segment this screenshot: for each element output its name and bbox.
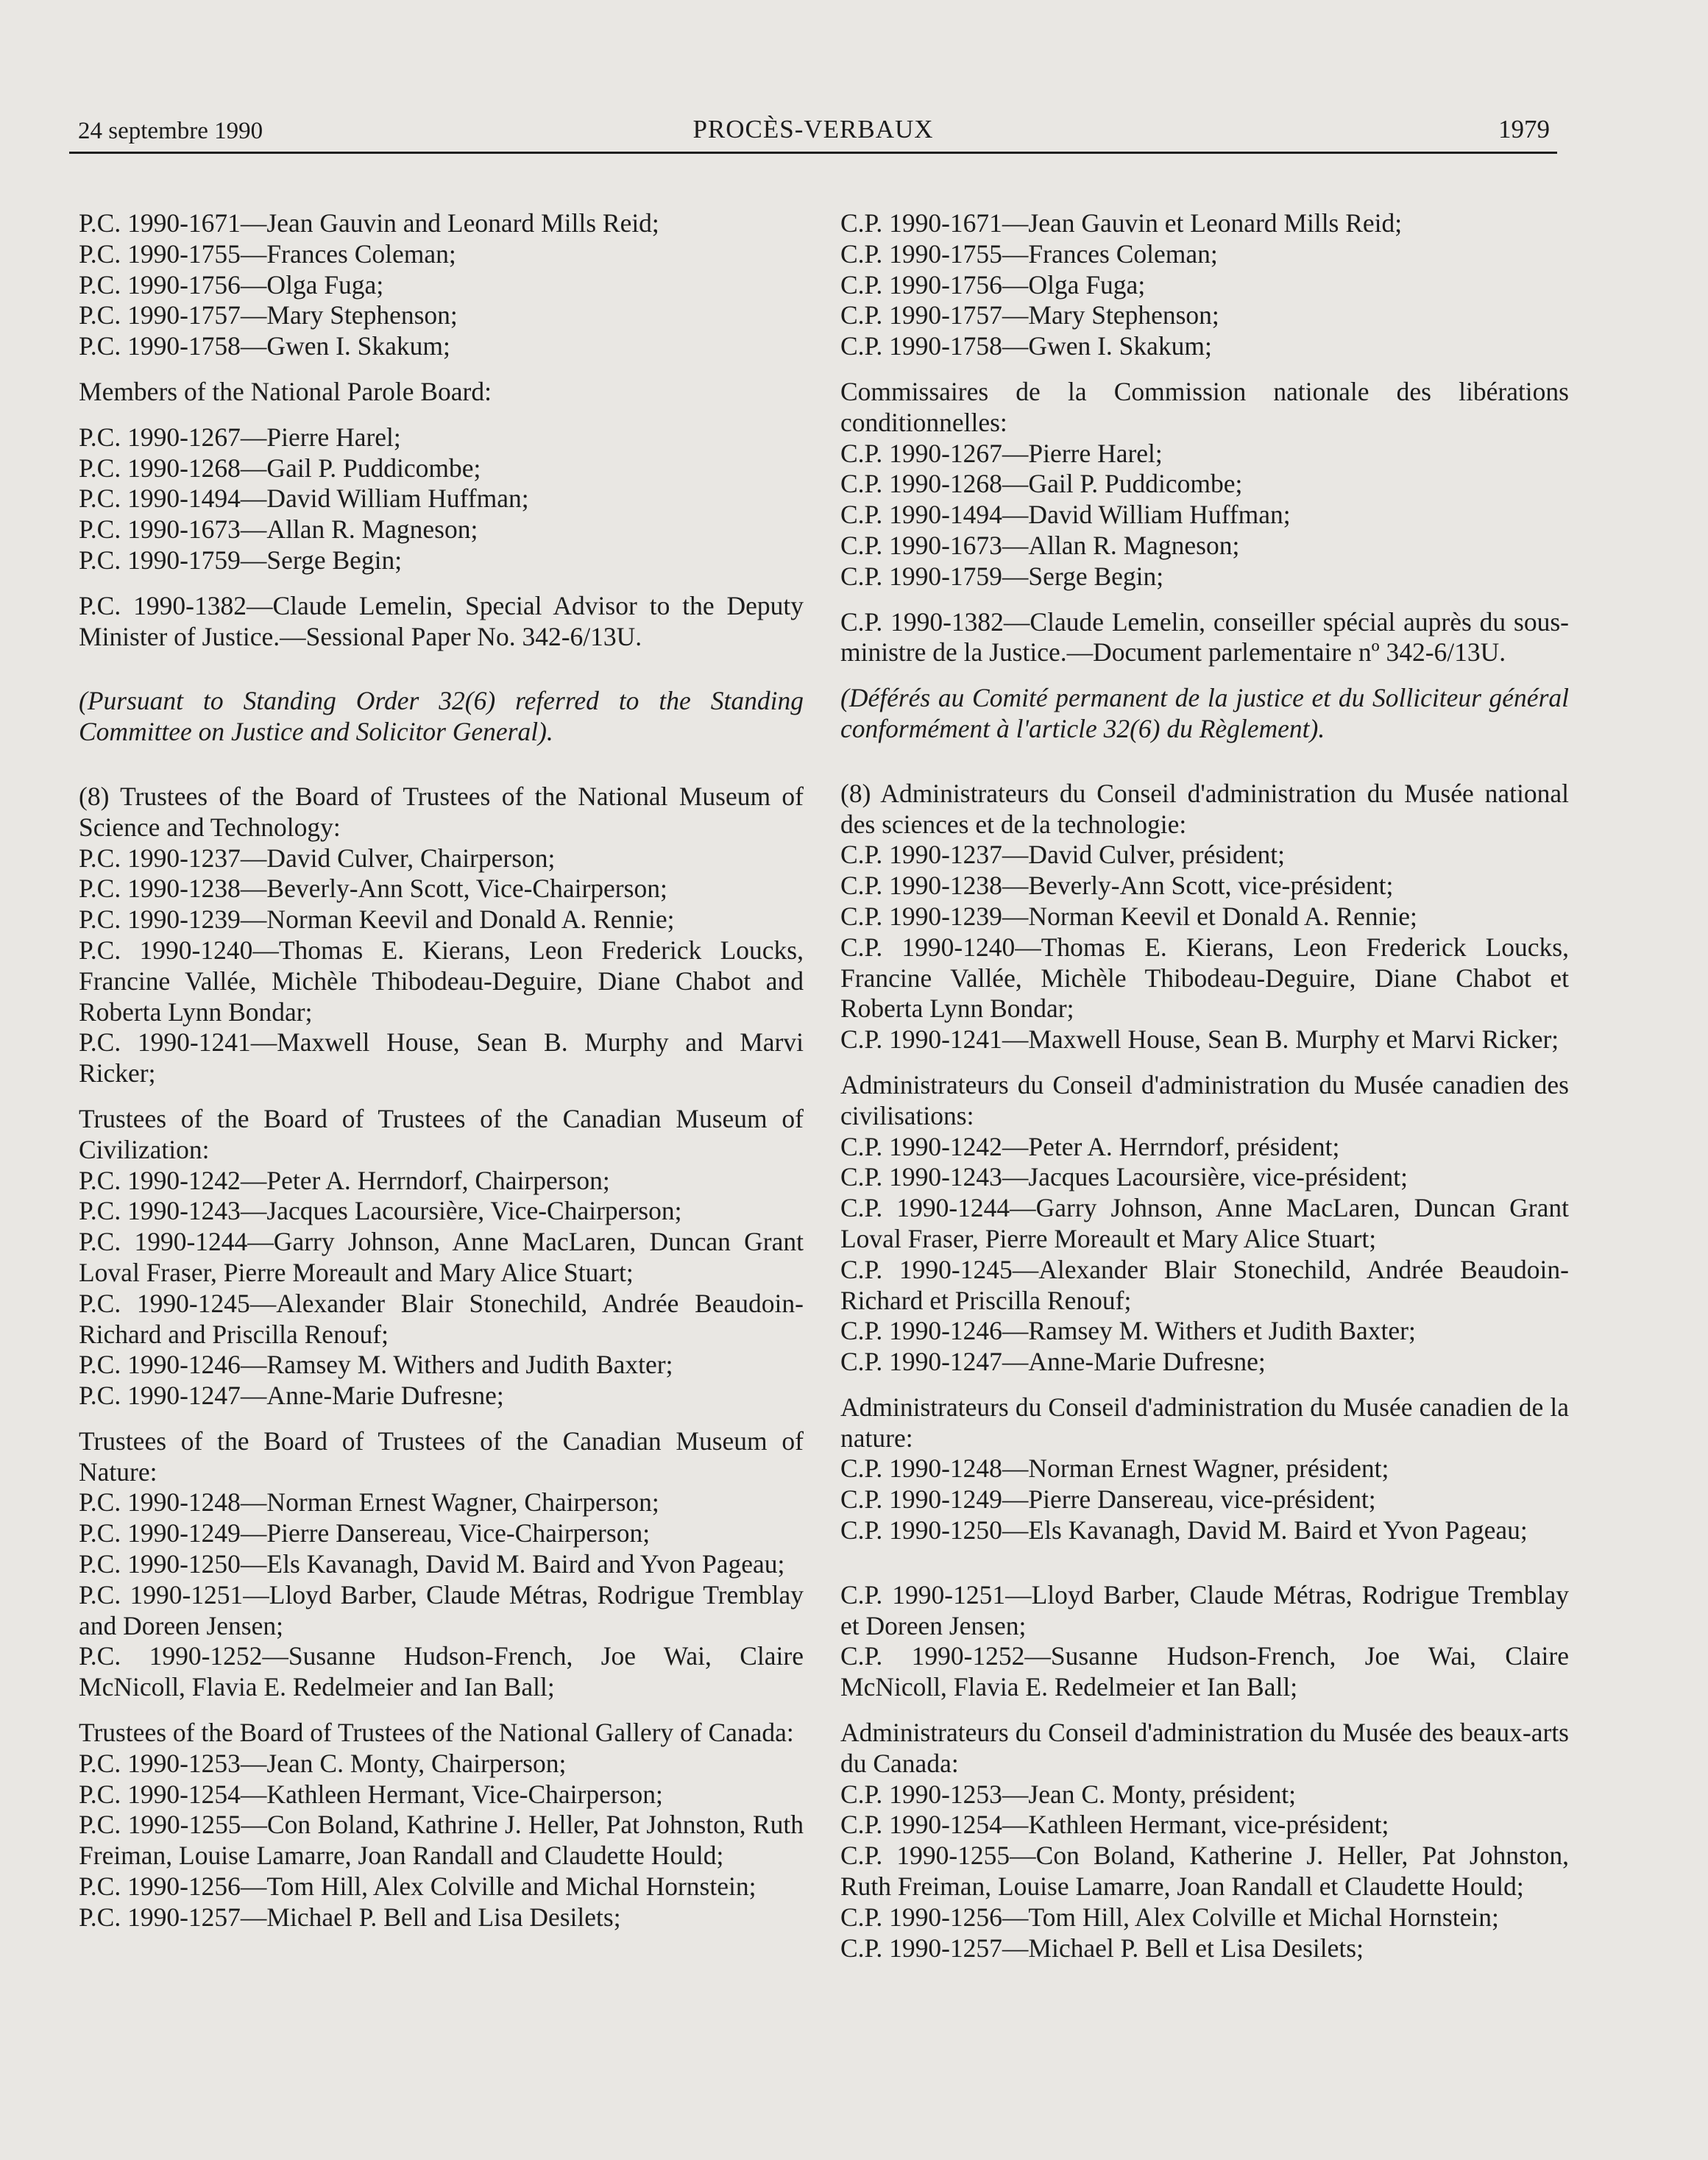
french-paragraph: C.P. 1990-1249—Pierre Dansereau, vice-président; xyxy=(840,1484,1376,1515)
french-paragraph: C.P. 1990-1755—Frances Coleman; xyxy=(840,238,1218,269)
english-paragraph: P.C. 1990-1243—Jacques Lacoursière, Vice-Chairperson; xyxy=(79,1196,682,1226)
french-paragraph: C.P. 1990-1494—David William Huffman; xyxy=(840,500,1291,530)
english-paragraph: P.C. 1990-1756—Olga Fuga; xyxy=(79,269,384,300)
french-paragraph: C.P. 1990-1254—Kathleen Hermant, vice-président; xyxy=(840,1810,1389,1840)
english-paragraph: P.C. 1990-1673—Allan R. Magneson; xyxy=(79,514,478,545)
english-paragraph: P.C. 1990-1267—Pierre Harel; xyxy=(79,422,401,452)
english-paragraph: P.C. 1990-1238—Beverly-Ann Scott, Vice-Chairperson; xyxy=(79,874,667,904)
english-paragraph: P.C. 1990-1245—Alexander Blair Stonechild, Andrée Beaudoin-Richard and Priscilla Renouf; xyxy=(79,1288,804,1349)
header-page-number: 1979 xyxy=(1498,115,1550,144)
french-paragraph: (Déférés au Comité permanent de la justice et du Solliciteur général conformément à l'article 32(6) du Règlement). xyxy=(840,683,1569,743)
header-title: PROCÈS-VERBAUX xyxy=(692,115,934,144)
english-paragraph: P.C. 1990-1759—Serge Begin; xyxy=(79,545,403,575)
french-paragraph: C.P. 1990-1267—Pierre Harel; xyxy=(840,438,1163,468)
french-paragraph: C.P. 1990-1758—Gwen I. Skakum; xyxy=(840,331,1212,361)
french-paragraph: C.P. 1990-1237—David Culver, président; xyxy=(840,840,1286,870)
french-paragraph: C.P. 1990-1256—Tom Hill, Alex Colville et Michal Hornstein; xyxy=(840,1902,1499,1932)
french-paragraph: (8) Administrateurs du Conseil d'administration du Musée national des sciences et de la technologie: xyxy=(840,778,1569,839)
french-paragraph: C.P. 1990-1250—Els Kavanagh, David M. Baird et Yvon Pageau; xyxy=(840,1515,1528,1545)
french-paragraph: C.P. 1990-1671—Jean Gauvin et Leonard Mills Reid; xyxy=(840,208,1403,238)
english-paragraph: P.C. 1990-1268—Gail P. Puddicombe; xyxy=(79,453,481,483)
english-paragraph: P.C. 1990-1255—Con Boland, Kathrine J. Heller, Pat Johnston, Ruth Freiman, Louise Lamarre, Joan Randall and Claudette Hould; xyxy=(79,1810,804,1871)
english-paragraph: P.C. 1990-1256—Tom Hill, Alex Colville and Michal Hornstein; xyxy=(79,1872,756,1902)
english-paragraph: Members of the National Parole Board: xyxy=(79,376,492,406)
french-paragraph: Administrateurs du Conseil d'administration du Musée canadien de la nature: xyxy=(840,1392,1569,1453)
french-paragraph: C.P. 1990-1756—Olga Fuga; xyxy=(840,269,1146,300)
french-column xyxy=(840,208,1569,1964)
english-paragraph: P.C. 1990-1247—Anne-Marie Dufresne; xyxy=(79,1381,504,1411)
french-paragraph: C.P. 1990-1238—Beverly-Ann Scott, vice-président; xyxy=(840,871,1394,901)
french-paragraph: C.P. 1990-1240—Thomas E. Kierans, Leon Frederick Loucks, Francine Vallée, Michèle Thibodeau-Deguire, Diane Chabot et Roberta Lynn Bondar; xyxy=(840,932,1569,1024)
french-paragraph: C.P. 1990-1255—Con Boland, Katherine J. Heller, Pat Johnston, Ruth Freiman, Louise Lamarre, Joan Randall et Claudette Hould; xyxy=(840,1841,1569,1902)
french-paragraph: Administrateurs du Conseil d'administration du Musée des beaux-arts du Canada: xyxy=(840,1718,1569,1778)
english-paragraph: P.C. 1990-1671—Jean Gauvin and Leonard Mills Reid; xyxy=(79,208,659,238)
english-paragraph: Trustees of the Board of Trustees of the Canadian Museum of Civilization: xyxy=(79,1103,804,1164)
french-paragraph: C.P. 1990-1759—Serge Begin; xyxy=(840,561,1164,591)
header-date: 24 septembre 1990 xyxy=(78,118,263,144)
english-paragraph: P.C. 1990-1251—Lloyd Barber, Claude Métras, Rodrigue Tremblay and Doreen Jensen; xyxy=(79,1579,804,1640)
english-paragraph: (Pursuant to Standing Order 32(6) referred to the Standing Committee on Justice and Solicitor General). xyxy=(79,686,804,747)
french-paragraph: C.P. 1990-1673—Allan R. Magneson; xyxy=(840,530,1240,560)
english-paragraph: P.C. 1990-1249—Pierre Dansereau, Vice-Chairperson; xyxy=(79,1518,651,1548)
english-paragraph: P.C. 1990-1257—Michael P. Bell and Lisa Desilets; xyxy=(79,1902,621,1932)
english-paragraph: P.C. 1990-1253—Jean C. Monty, Chairperson; xyxy=(79,1748,567,1778)
french-paragraph: C.P. 1990-1248—Norman Ernest Wagner, président; xyxy=(840,1453,1389,1484)
french-paragraph: C.P. 1990-1239—Norman Keevil et Donald A. Rennie; xyxy=(840,901,1417,931)
english-paragraph: (8) Trustees of the Board of Trustees of the National Museum of Science and Technology: xyxy=(79,781,804,842)
english-paragraph: P.C. 1990-1237—David Culver, Chairperson; xyxy=(79,843,556,873)
french-paragraph: C.P. 1990-1241—Maxwell House, Sean B. Murphy et Marvi Ricker; xyxy=(840,1024,1559,1055)
french-paragraph: Commissaires de la Commission nationale des libérations conditionnelles: xyxy=(840,376,1569,437)
english-paragraph: P.C. 1990-1246—Ramsey M. Withers and Judith Baxter; xyxy=(79,1350,673,1380)
english-paragraph: P.C. 1990-1757—Mary Stephenson; xyxy=(79,300,458,330)
french-paragraph: C.P. 1990-1268—Gail P. Puddicombe; xyxy=(840,469,1243,499)
french-paragraph: C.P. 1990-1245—Alexander Blair Stonechild, Andrée Beaudoin-Richard et Priscilla Renouf; xyxy=(840,1254,1569,1315)
french-paragraph: C.P. 1990-1251—Lloyd Barber, Claude Métras, Rodrigue Tremblay et Doreen Jensen; xyxy=(840,1579,1569,1640)
french-paragraph: Administrateurs du Conseil d'administration du Musée canadien des civilisations: xyxy=(840,1069,1569,1130)
french-paragraph: C.P. 1990-1382—Claude Lemelin, conseiller spécial auprès du sous-ministre de la Justice.—Document parlementaire nº 342-6/13U. xyxy=(840,606,1569,668)
english-paragraph: P.C. 1990-1244—Garry Johnson, Anne MacLaren, Duncan Grant Loval Fraser, Pierre Moreault and Mary Alice Stuart; xyxy=(79,1227,804,1287)
page-header xyxy=(69,110,1557,154)
english-paragraph: P.C. 1990-1240—Thomas E. Kierans, Leon Frederick Loucks, Francine Vallée, Michèle Thibodeau-Deguire, Diane Chabot and Roberta Lynn Bondar; xyxy=(79,935,804,1027)
french-paragraph: C.P. 1990-1253—Jean C. Monty, président; xyxy=(840,1779,1296,1809)
french-paragraph: C.P. 1990-1757—Mary Stephenson; xyxy=(840,300,1219,330)
english-paragraph: P.C. 1990-1252—Susanne Hudson-French, Joe Wai, Claire McNicoll, Flavia E. Redelmeier and Ian Ball; xyxy=(79,1641,804,1702)
english-paragraph: Trustees of the Board of Trustees of the National Gallery of Canada: xyxy=(79,1718,794,1748)
english-column xyxy=(79,208,804,1933)
english-paragraph: P.C. 1990-1250—Els Kavanagh, David M. Baird and Yvon Pageau; xyxy=(79,1549,785,1579)
english-paragraph: P.C. 1990-1382—Claude Lemelin, Special Advisor to the Deputy Minister of Justice.—Sessional Paper No. 342-6/13U. xyxy=(79,590,804,651)
french-paragraph: C.P. 1990-1244—Garry Johnson, Anne MacLaren, Duncan Grant Loval Fraser, Pierre Moreault et Mary Alice Stuart; xyxy=(840,1193,1569,1253)
french-paragraph: C.P. 1990-1242—Peter A. Herrndorf, président; xyxy=(840,1131,1340,1161)
english-paragraph: P.C. 1990-1494—David William Huffman; xyxy=(79,484,529,514)
french-paragraph: C.P. 1990-1246—Ramsey M. Withers et Judith Baxter; xyxy=(840,1316,1416,1346)
english-paragraph: P.C. 1990-1254—Kathleen Hermant, Vice-Chairperson; xyxy=(79,1779,663,1809)
english-paragraph: P.C. 1990-1755—Frances Coleman; xyxy=(79,238,456,269)
english-paragraph: P.C. 1990-1242—Peter A. Herrndorf, Chairperson; xyxy=(79,1165,610,1195)
english-paragraph: P.C. 1990-1758—Gwen I. Skakum; xyxy=(79,331,450,361)
english-paragraph: P.C. 1990-1239—Norman Keevil and Donald A. Rennie; xyxy=(79,904,675,935)
french-paragraph: C.P. 1990-1252—Susanne Hudson-French, Joe Wai, Claire McNicoll, Flavia E. Redelmeier et Ian Ball; xyxy=(840,1641,1569,1702)
french-paragraph: C.P. 1990-1257—Michael P. Bell et Lisa Desilets; xyxy=(840,1933,1364,1963)
english-paragraph: P.C. 1990-1241—Maxwell House, Sean B. Murphy and Marvi Ricker; xyxy=(79,1027,804,1088)
english-paragraph: P.C. 1990-1248—Norman Ernest Wagner, Chairperson; xyxy=(79,1487,659,1518)
english-paragraph: Trustees of the Board of Trustees of the Canadian Museum of Nature: xyxy=(79,1426,804,1487)
french-paragraph: C.P. 1990-1243—Jacques Lacoursière, vice-président; xyxy=(840,1162,1408,1192)
french-paragraph: C.P. 1990-1247—Anne-Marie Dufresne; xyxy=(840,1347,1266,1377)
